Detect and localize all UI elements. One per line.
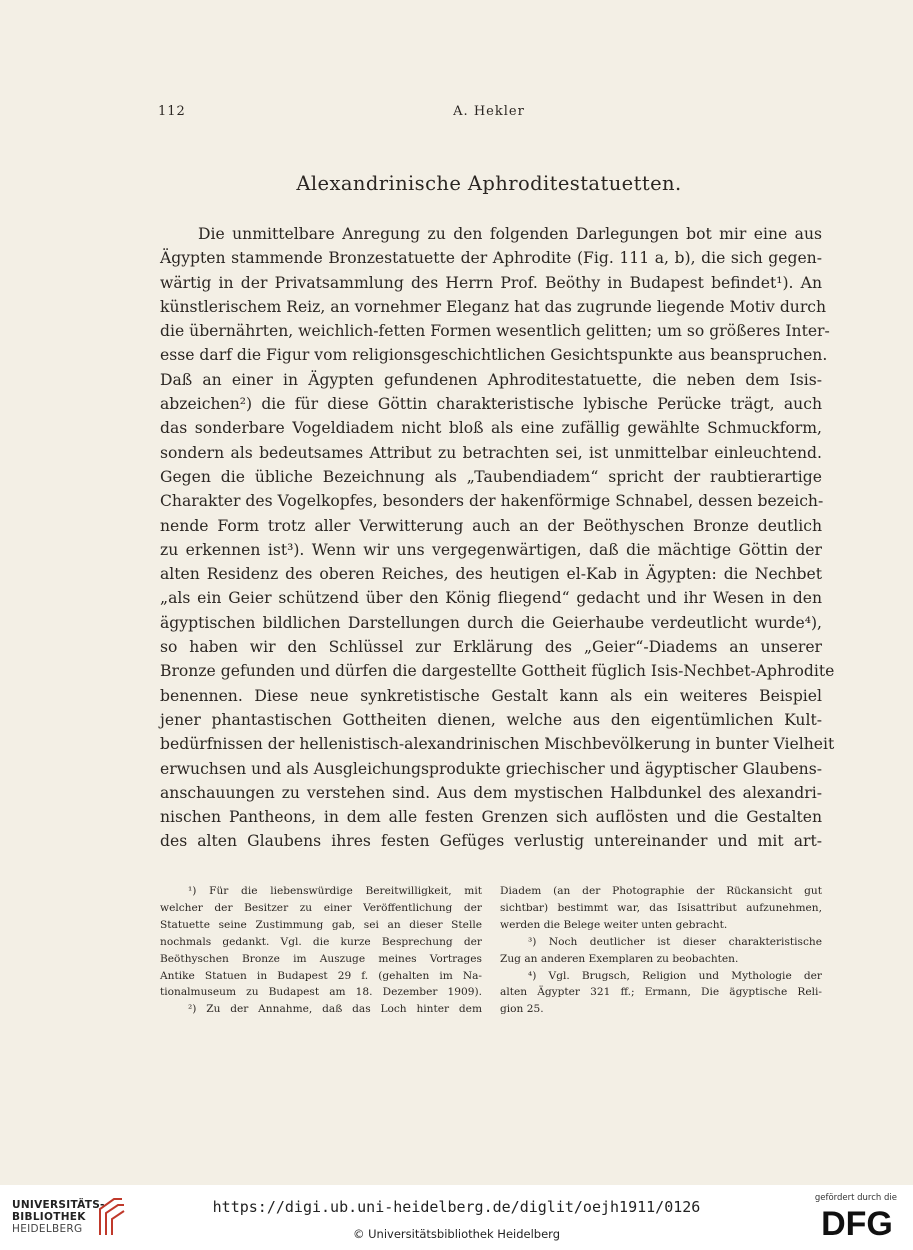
copyright-notice: © Universitätsbibliothek Heidelberg [352,1227,560,1241]
text-line: „als ein Geier schützend über den König fliegend“ gedacht und ihr Wesen in den [160,589,822,608]
text-line: des alten Glaubens ihres festen Gefüges verlustig untereinander und mit art- [160,832,822,851]
footnote-line: tionalmuseum zu Budapest am 18. Dezember 1909). [160,986,482,999]
body-text [160,222,835,854]
footnotes-left-column [160,883,482,1018]
text-line: ägyptischen bildlichen Darstellungen durch die Geierhaube verdeutlicht wurde⁴), [160,613,822,632]
footnote-line: Statuette seine Zustimmung gab, sei an dieser Stelle [160,918,482,931]
footnote-line: werden die Belege weiter unten gebracht. [500,918,728,931]
text-line: abzeichen²) die für diese Göttin charakteristische lybische Perücke trägt, auch [160,395,822,414]
footnote-line: ³) Noch deutlicher ist dieser charakteristische [528,935,822,948]
text-line: zu erkennen ist³). Wenn wir uns vergegenwärtigen, daß die mächtige Göttin der [160,540,822,559]
text-line: Ägypten stammende Bronzestatuette der Aphrodite (Fig. 111 a, b), die sich gegen- [160,249,822,268]
library-name-line: HEIDELBERG [12,1223,83,1235]
text-line: künstlerischem Reiz, an vornehmer Eleganz hat das zugrunde liegende Motiv durch [160,297,827,316]
footnote-line: sichtbar) bestimmt war, das Isisattribut aufzunehmen, [500,901,822,914]
dfg-caption: gefördert durch die [814,1193,897,1203]
text-line: Bronze gefunden und dürfen die dargestellte Gottheit füglich Isis-Nechbet-Aphrodite [160,662,835,681]
running-head-author: A. Hekler [453,104,525,119]
footnote-line: Zug an anderen Exemplaren zu beobachten. [500,952,739,965]
text-line: anschauungen zu verstehen sind. Aus dem mystischen Halbdunkel des alexandri- [160,783,822,802]
text-line: Gegen die übliche Bezeichnung als „Taubendiadem“ spricht der raubtierartige [160,467,822,486]
dfg-logo-text: DFG [821,1205,893,1239]
footnote-line: alten Ägypter 321 ff.; Ermann, Die ägyptische Reli- [500,986,822,999]
text-line: nende Form trotz aller Verwitterung auch an der Beöthyschen Bronze deutlich [160,516,822,535]
text-line: Die unmittelbare Anregung zu den folgenden Darlegungen bot mir eine aus [198,225,822,243]
text-line: erwuchsen und als Ausgleichungsprodukte griechischer und ägyptischer Glaubens- [160,759,822,778]
dfg-logo[interactable] [813,1205,901,1239]
permalink-url[interactable]: https://digi.ub.uni-heidelberg.de/diglit/oejh1911/0126 [212,1198,701,1216]
text-line: die übernährten, weichlich-fetten Formen wesentlich gelitten; um so größeres Inter- [160,322,830,341]
text-line: jener phantastischen Gottheiten dienen, welche aus den eigentümlichen Kult- [160,710,822,729]
footnote-line: nochmals gedankt. Vgl. die kurze Besprechung der [160,935,482,948]
footnote-line: gion 25. [500,1003,544,1016]
text-line: sondern als bedeutsames Attribut zu betrachten sei, ist unmittelbar einleuchtend. [160,443,822,462]
text-line: benennen. Diese neue synkretistische Gestalt kann als ein weiteres Beispiel [160,686,822,705]
article-title: Alexandrinische Aphroditestatuetten. [296,172,682,195]
text-line: bedürfnissen der hellenistisch-alexandrinischen Mischbevölkerung in bunter Vielheit [160,735,835,754]
digitization-footer [0,1185,913,1250]
text-line: das sonderbare Vogeldiadem nicht bloß als eine zufällig gewählte Schmuckform, [160,419,822,438]
footnote-line: Antike Statuen in Budapest 29 f. (gehalten im Na- [160,969,482,982]
text-line: alten Residenz des oberen Reiches, des heutigen el-Kab in Ägypten: die Nechbet [160,565,822,584]
text-line: so haben wir den Schlüssel zur Erklärung des „Geier“-Diadems an unserer [160,638,822,657]
text-line: nischen Pantheons, in dem alle festen Grenzen sich auflösten und die Gestalten [160,808,822,827]
footnote-line: ²) Zu der Annahme, daß das Loch hinter dem [188,1003,482,1016]
footnote-line: ⁴) Vgl. Brugsch, Religion und Mythologie der [528,969,822,982]
library-name-line: UNIVERSITÄTS- [12,1199,105,1211]
text-line: Daß an einer in Ägypten gefundenen Aphroditestatuette, die neben dem Isis- [160,370,822,389]
text-line: Charakter des Vogelkopfes, besonders der hakenförmige Schnabel, dessen bezeich- [160,492,824,511]
footnote-line: Diadem (an der Photographie der Rückansicht gut [500,885,822,897]
footnote-line: Beöthyschen Bronze im Auszuge meines Vortrages [160,952,482,965]
footnotes-right-column [500,883,822,1018]
footnote-line: ¹) Für die liebenswürdige Bereitwilligkeit, mit [188,885,482,897]
library-name-line: BIBLIOTHEK [12,1211,86,1223]
page-number: 112 [158,104,186,119]
text-line: wärtig in der Privatsammlung des Herrn Prof. Beöthy in Budapest befindet¹). An [160,273,822,292]
footnote-line: welcher der Besitzer zu einer Veröffentlichung der [160,901,482,914]
text-line: esse darf die Figur vom religionsgeschichtlichen Gesichtspunkte aus beanspruchen. [160,346,828,365]
